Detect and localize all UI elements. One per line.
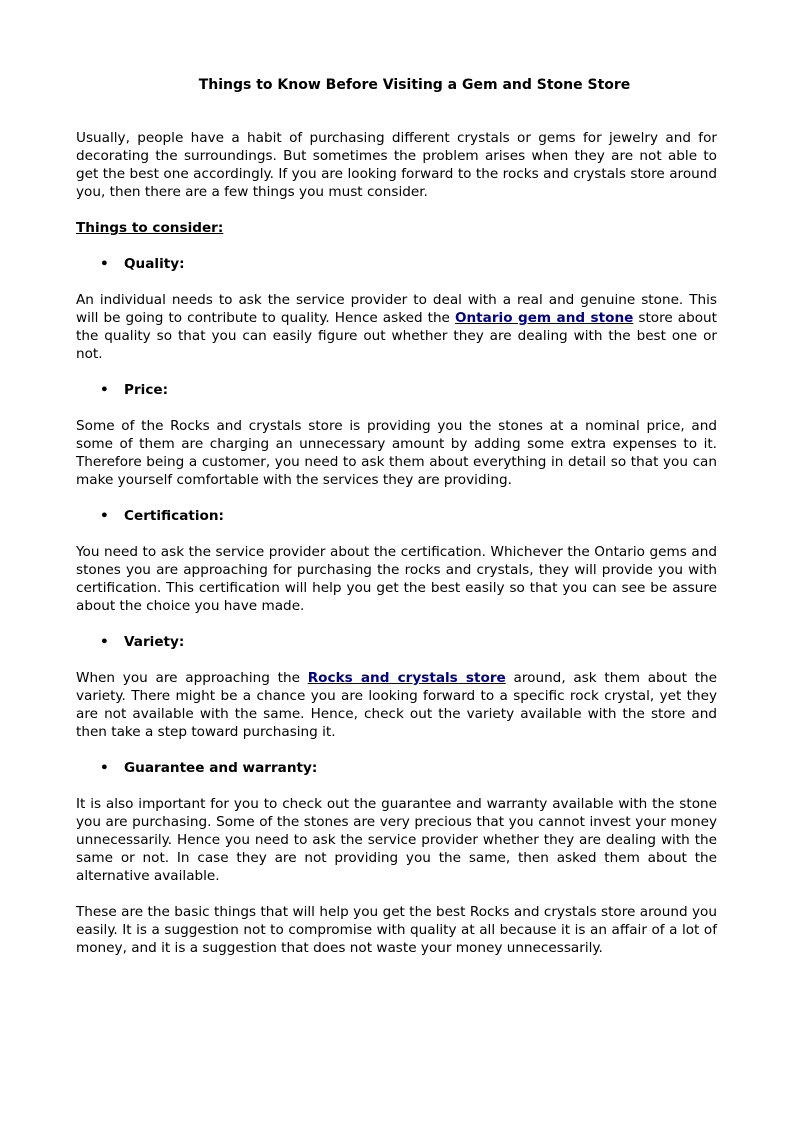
section-heading: Things to consider:	[76, 220, 224, 236]
price-paragraph: Some of the Rocks and crystals store is providing you the stones at a nominal price, and some of them are charging an unnecessary amount by adding some extra expenses to it. Therefore being a customer, you need to ask them about everything in detail so that you can make yourself comfortable with the services they are providing.	[76, 418, 717, 488]
bullet-icon: •	[100, 760, 109, 776]
bullet-heading: Certification:	[124, 508, 224, 524]
bullet-certification	[76, 507, 717, 525]
variety-paragraph	[76, 669, 717, 741]
bullet-heading: Quality:	[124, 256, 185, 272]
paragraph-text: around, ask them about the variety. There might be a chance you are looking forward to a specific rock crystal, yet they are not available with the same. Hence, check out the variety available with the store and then take a step toward purchasing it.	[76, 670, 718, 740]
paragraph-text: store about the quality so that you can easily figure out whether they are dealing with the best one or not.	[76, 310, 717, 362]
certification-paragraph: You need to ask the service provider about the certification. Whichever the Ontario gems and stones you are approaching for purchasing the rocks and crystals, they will provide you with certification. This certification will help you get the best easily so that you can see be assure about the choice you have made.	[76, 544, 717, 614]
bullet-heading: Price:	[124, 382, 169, 398]
bullet-price	[76, 381, 717, 399]
guarantee-paragraph: It is also important for you to check out the guarantee and warranty available with the stone you are purchasing. Some of the stones are very precious that you cannot invest your money unnecessarily. Hence you need to ask the service provider whether they are dealing with the same or not. In case they are not providing you the same, then asked them about the alternative available.	[76, 796, 717, 884]
bullet-variety	[76, 633, 717, 651]
rocks-crystals-link[interactable]: Rocks and crystals store	[307, 670, 506, 686]
bullet-heading: Variety:	[124, 634, 185, 650]
bullet-guarantee	[76, 759, 717, 777]
bullet-heading: Guarantee and warranty:	[124, 760, 318, 776]
bullet-icon: •	[100, 382, 109, 398]
quality-paragraph	[76, 291, 717, 363]
bullet-icon: •	[100, 256, 109, 272]
paragraph-text: When you are approaching the	[76, 670, 308, 686]
document-title: Things to Know Before Visiting a Gem and Stone Store	[198, 77, 631, 93]
document-page	[76, 76, 717, 975]
bullet-icon: •	[100, 634, 109, 650]
conclusion-paragraph: These are the basic things that will help you get the best Rocks and crystals store around you easily. It is a suggestion not to compromise with quality at all because it is an affair of a lot of money, and it is a suggestion that does not waste your money unnecessarily.	[76, 904, 717, 956]
bullet-icon: •	[100, 508, 109, 524]
paragraph-text: An individual needs to ask the service provider to deal with a real and genuine stone. This will be going to contribute to quality. Hence asked the	[76, 292, 717, 326]
intro-paragraph: Usually, people have a habit of purchasing different crystals or gems for jewelry and for decorating the surroundings. But sometimes the problem arises when they are not able to get the best one accordingly. If you are looking forward to the rocks and crystals store around you, then there are a few things you must consider.	[76, 130, 717, 200]
bullet-quality	[76, 255, 717, 273]
ontario-gem-link[interactable]: Ontario gem and stone	[454, 310, 634, 326]
